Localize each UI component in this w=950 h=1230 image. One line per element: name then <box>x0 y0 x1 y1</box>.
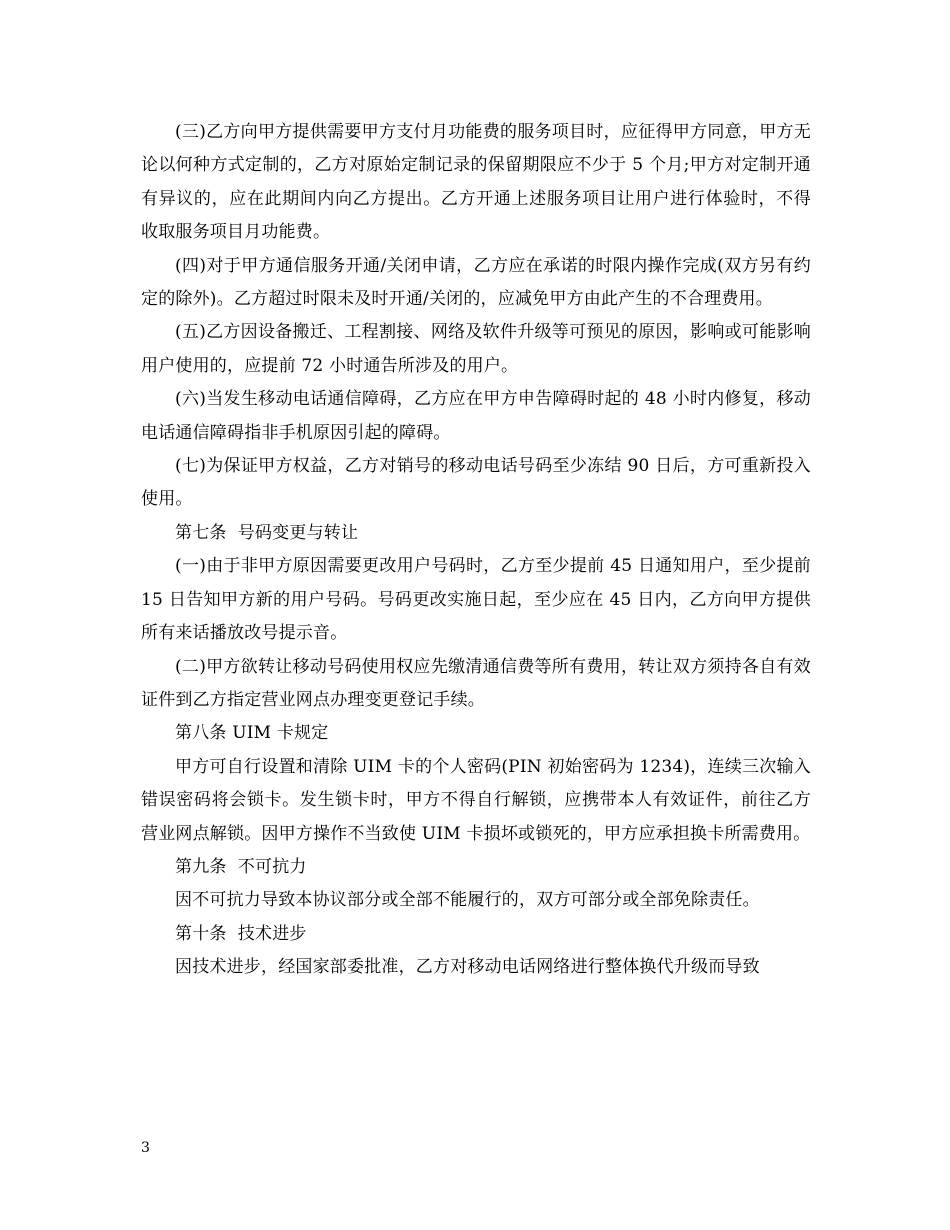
clause-9-body: 因不可抗力导致本协议部分或全部不能履行的，双方可部分或全部免除责任。 <box>175 890 760 911</box>
clause-6-item-7: (七)为保证甲方权益，乙方对销号的移动电话号码至少冻结 90 日后，方可重新投入使用。 <box>141 456 811 510</box>
article-10-heading: 第十条 技术进步 <box>175 923 307 944</box>
clause-6-item-6: (六)当发生移动电话通信障碍，乙方应在甲方申告障碍时起的 48 小时内修复，移动电话通信障碍指非手机原因引起的障碍。 <box>141 389 811 443</box>
document-body <box>141 116 811 985</box>
article-8-heading: 第八条 UIM 卡规定 <box>175 723 329 744</box>
article-9-heading: 第九条 不可抗力 <box>175 856 307 877</box>
clause-6-item-3: (三)乙方向甲方提供需要甲方支付月功能费的服务项目时，应征得甲方同意，甲方无论以何种方式定制的，乙方对原始定制记录的保留期限应不少于 5 个月;甲方对定制开通有异议的，应在此期间内向乙方提出。乙方开通上述服务项目让用户进行体验时，不得收取服务项目月功能费。 <box>141 122 811 243</box>
clause-6-item-5: (五)乙方因设备搬迁、工程割接、网络及软件升级等可预见的原因，影响或可能影响用户使用的，应提前 72 小时通告所涉及的用户。 <box>141 322 811 376</box>
article-7-heading: 第七条 号码变更与转让 <box>175 522 359 543</box>
clause-7-item-1: (一)由于非甲方原因需要更改用户号码时，乙方至少提前 45 日通知用户，至少提前 15 日告知甲方新的用户号码。号码更改实施日起，至少应在 45 日内，乙方向甲方提供所有来话播放改号提示音。 <box>141 556 811 644</box>
page-number: 3 <box>141 1140 150 1156</box>
clause-8-body: 甲方可自行设置和清除 UIM 卡的个人密码(PIN 初始密码为 1234)，连续三次输入错误密码将会锁卡。发生锁卡时，甲方不得自行解锁，应携带本人有效证件，前往乙方营业网点解锁。因甲方操作不当致使 UIM 卡损坏或锁死的，甲方应承担换卡所需费用。 <box>141 756 811 844</box>
clause-10-body: 因技术进步，经国家部委批准，乙方对移动电话网络进行整体换代升级而导致 <box>175 957 760 978</box>
clause-6-item-4: (四)对于甲方通信服务开通/关闭申请，乙方应在承诺的时限内操作完成(双方另有约定的除外)。乙方超过时限未及时开通/关闭的，应减免甲方由此产生的不合理费用。 <box>141 255 811 310</box>
clause-7-item-2: (二)甲方欲转让移动号码使用权应先缴清通信费等所有费用，转让双方须持各自有效证件到乙方指定营业网点办理变更登记手续。 <box>141 656 811 710</box>
